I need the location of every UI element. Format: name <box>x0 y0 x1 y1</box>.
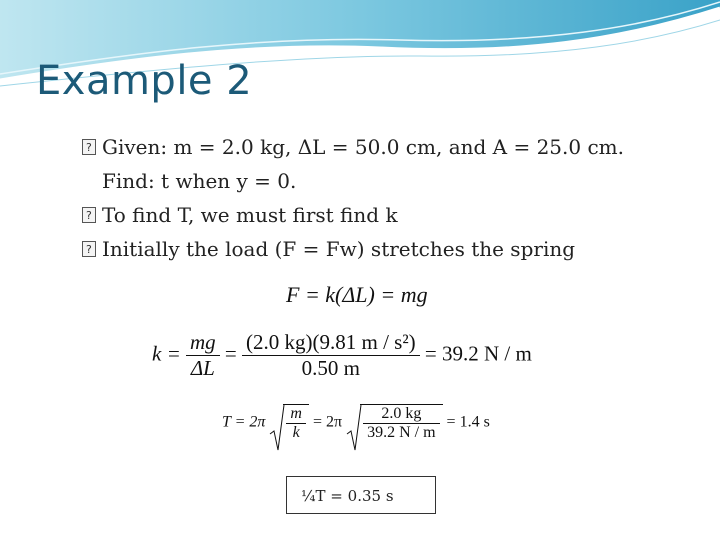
equation-force-text: F = k(ΔL) = mg <box>286 282 428 307</box>
sqrt-m-over-k <box>269 404 309 442</box>
bullet-text-continued: Find: t when y = 0. <box>102 169 297 193</box>
equation-period-lhs: T = 2π <box>222 413 266 431</box>
equation-period-result: = 1.4 s <box>446 413 490 431</box>
fraction-denominator: ΔL <box>190 356 215 380</box>
equation-period <box>222 404 490 442</box>
bullet-text: Given: m = 2.0 kg, ΔL = 50.0 cm, and A = 25.0 cm. <box>102 135 624 159</box>
bullet-marker-icon <box>82 139 96 155</box>
bullet-text: To find T, we must first find k <box>102 203 398 227</box>
fraction-numerator: mg <box>186 330 220 356</box>
quarter-period-box: ¼T = 0.35 s <box>286 476 436 514</box>
fraction-numerator: 2.0 kg <box>363 405 439 424</box>
fraction-numerator: m <box>286 405 306 424</box>
equation-k: k = $\frac{mg}{\Delta L}$ = $\frac{\text{(2.0 kg)(9.81 m / s²)}}{0.50 m}$ = 39.2 N / m <box>152 330 532 380</box>
equation-force <box>286 282 428 308</box>
bullet-marker-icon <box>82 207 96 223</box>
equation-period-mid: = 2π <box>312 413 343 431</box>
bullet-text: Initially the load (F = Fw) stretches the spring <box>102 237 576 261</box>
bullet-list <box>82 130 682 266</box>
fraction-denominator: 0.50 m <box>301 356 360 380</box>
fraction-denominator: k <box>292 424 300 441</box>
slide-title: Example 2 <box>36 58 253 104</box>
bullet-initially <box>82 232 682 266</box>
fraction-mg-over-dl <box>186 330 220 381</box>
fraction-numerator: (2.0 kg)(9.81 m / s²) <box>242 330 420 356</box>
bullet-find-k <box>82 198 682 232</box>
equation-k-lhs: k = <box>152 341 181 366</box>
bullet-marker-icon <box>82 241 96 257</box>
fraction-values <box>242 330 420 381</box>
sqrt-values <box>346 404 442 442</box>
fraction-denominator: 39.2 N / m <box>367 424 436 441</box>
equation-k-result: = 39.2 N / m <box>424 341 532 366</box>
bullet-given <box>82 130 682 198</box>
